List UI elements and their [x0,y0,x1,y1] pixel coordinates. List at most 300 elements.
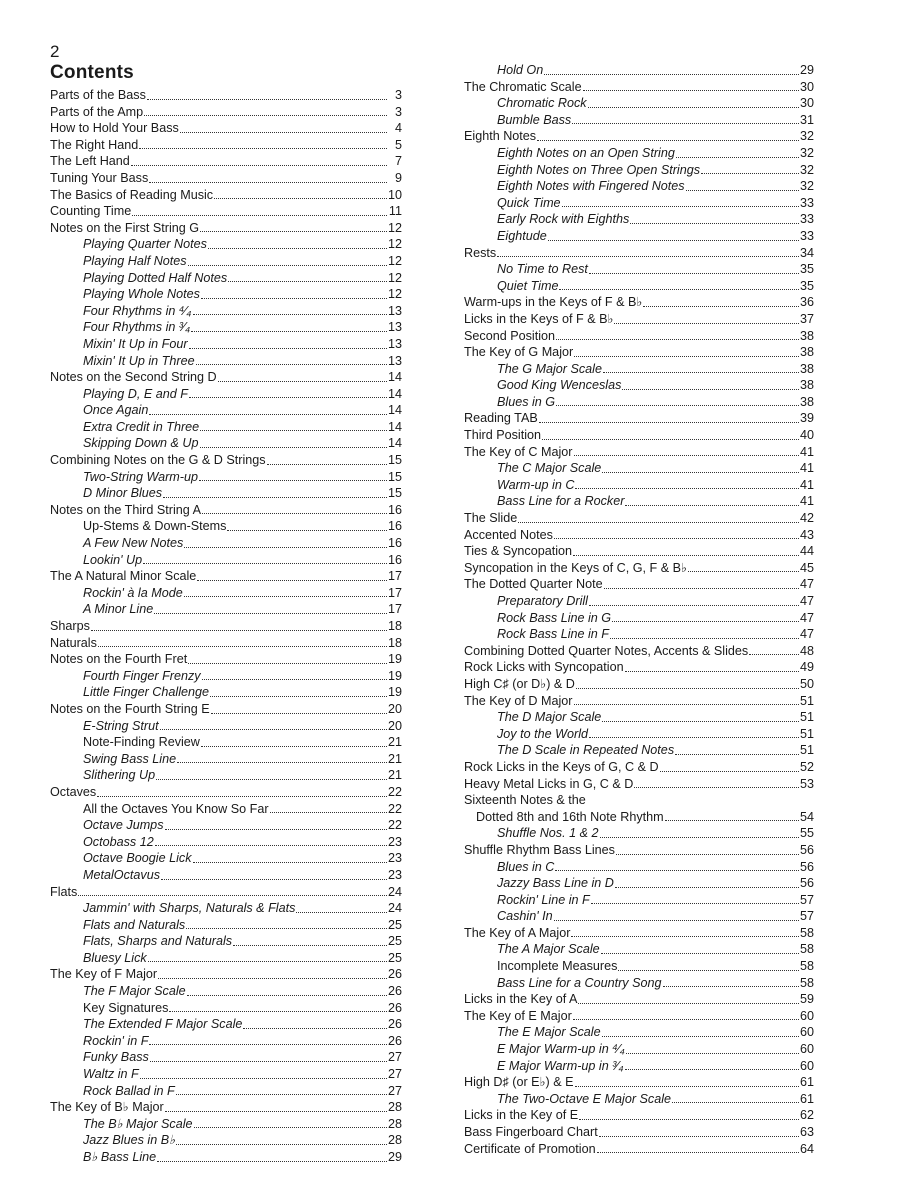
toc-entry [50,601,402,618]
toc-entry-title: Rock Bass Line in G [497,610,612,625]
toc-entry-page: 37 [799,311,814,326]
toc-entry [464,145,814,162]
toc-entry [464,394,814,411]
toc-entry-page: 27 [387,1067,402,1082]
toc-entry [50,1016,402,1033]
dot-leader [201,746,387,747]
dot-leader [574,356,799,357]
toc-entry-title: Blues in G [497,394,556,409]
dot-leader [589,737,799,738]
toc-entry-page: 34 [799,245,814,260]
toc-entry-title: MetalOctavus [83,867,160,882]
dot-leader [537,140,799,141]
toc-entry [464,62,814,79]
toc-entry [464,792,814,809]
dot-leader [604,588,799,589]
toc-entry [50,435,402,452]
toc-entry-page: 13 [387,303,402,318]
toc-entry [50,784,402,801]
toc-entry-page: 15 [387,486,402,501]
toc-entry-title: The Left Hand [50,154,130,169]
toc-entry-page: 30 [799,79,814,94]
toc-entry [464,195,814,212]
toc-entry-page: 44 [799,544,814,559]
toc-entry-page: 20 [387,701,402,716]
toc-entry-title: Certificate of Promotion [464,1141,596,1156]
toc-entry-page: 51 [799,710,814,725]
toc-entry-page: 12 [387,237,402,252]
toc-entry-page: 21 [387,751,402,766]
toc-entry-title: Rockin' Line in F [497,892,590,907]
toc-entry-title: Extra Credit in Three [83,419,200,434]
toc-entry [464,361,814,378]
dot-leader [149,414,387,415]
dot-leader [626,1053,799,1054]
dot-leader [575,488,799,489]
toc-entry-page: 57 [799,892,814,907]
toc-entry-title: Sixteenth Notes & the [464,793,586,808]
dot-leader [576,688,799,689]
toc-entry-title: Tuning Your Bass [50,170,149,185]
toc-entry-page: 58 [799,975,814,990]
toc-entry-title: The Right Hand [50,137,139,152]
toc-entry-page: 53 [799,776,814,791]
toc-entry [464,593,814,610]
toc-entry-page: 51 [799,743,814,758]
toc-entry-page: 38 [799,328,814,343]
toc-entry [464,1124,814,1141]
dot-leader [267,464,387,465]
toc-entry-title: Two-String Warm-up [83,469,198,484]
dot-leader [660,771,799,772]
toc-entry-title: Early Rock with Eighths [497,212,630,227]
toc-entry-page: 19 [387,668,402,683]
toc-entry-title: Sharps [50,619,90,633]
dot-leader [675,754,799,755]
toc-entry-page: 13 [387,336,402,351]
toc-entry-title: Warm-up in C [497,477,575,492]
toc-entry-title: The Key of G Major [464,345,574,360]
toc-entry-title: All the Octaves You Know So Far [83,801,269,816]
toc-entry-page: 15 [387,469,402,484]
toc-entry-page: 23 [387,867,402,882]
toc-entry-title: Rock Bass Line in F [497,627,609,642]
toc-entry-title: Eighth Notes with Fingered Notes [497,179,685,194]
toc-entry-page: 38 [799,394,814,409]
dot-leader [555,870,799,871]
toc-entry [464,991,814,1008]
toc-entry-title: Rock Licks in the Keys of G, C & D [464,759,659,774]
dot-leader [243,1028,387,1029]
dot-leader [603,372,799,373]
toc-entry-title: Funky Bass [83,1050,149,1065]
toc-entry-page: 56 [799,842,814,857]
toc-entry [50,618,402,635]
dot-leader [599,1136,799,1137]
toc-entry-title: Rockin' in F [83,1033,149,1048]
toc-entry-title: Incomplete Measures [497,959,618,974]
toc-entry-title: Notes on the Third String A [50,502,201,517]
toc-entry-page: 32 [799,162,814,177]
dot-leader [156,779,387,780]
toc-entry-title: Joy to the World [497,726,588,741]
toc-entry-title: Up-Stems & Down-Stems [83,519,227,534]
toc-entry-page: 22 [387,784,402,799]
toc-entry-title: Blues in C [497,859,555,874]
toc-entry [464,610,814,627]
toc-entry-title: Licks in the Key of A [464,992,578,1007]
toc-entry-page: 58 [799,959,814,974]
dot-leader [132,215,387,216]
toc-entry [50,751,402,768]
toc-entry [50,668,402,685]
toc-entry-title: Good King Wenceslas [497,378,622,393]
dot-leader [556,339,799,340]
toc-entry-page: 17 [387,602,402,617]
toc-entry-title: Rests [464,245,497,260]
toc-entry-title: Combining Notes on the G & D Strings [50,453,266,468]
toc-entry [50,452,402,469]
toc-entry-page: 43 [799,527,814,542]
dot-leader [556,405,799,406]
toc-entry-page: 33 [799,212,814,227]
toc-entry-title: Key Signatures [83,1000,169,1015]
dot-leader [672,1102,799,1103]
dot-leader [196,364,387,365]
toc-entry-title: The B♭ Major Scale [83,1116,193,1131]
toc-entry [50,386,402,403]
toc-entry-page: 14 [387,370,402,385]
toc-entry-title: E Major Warm-up in ⁴⁄₄ [497,1042,625,1057]
toc-entry-title: Octave Boogie Lick [83,851,192,866]
toc-entry-page: 24 [387,884,402,899]
toc-entry [464,941,814,958]
dot-leader [665,820,799,821]
toc-entry [50,900,402,917]
dot-leader [701,173,799,174]
toc-entry [464,726,814,743]
toc-entry [464,278,814,295]
dot-leader [548,240,799,241]
toc-entry [464,228,814,245]
toc-entry-title: Octave Jumps [83,818,164,833]
toc-entry-page: 62 [799,1108,814,1123]
toc-entry [464,908,814,925]
toc-entry-title: Mixin' It Up in Three [83,353,195,368]
toc-entry [464,211,814,228]
toc-entry [464,1008,814,1025]
toc-entry [50,319,402,336]
dot-leader [296,912,387,913]
toc-entry [50,270,402,287]
dot-leader [148,961,387,962]
toc-entry-title: The Key of C Major [464,444,573,459]
toc-entry [464,892,814,909]
toc-entry [464,162,814,179]
toc-entry-title: Playing Quarter Notes [83,237,207,252]
toc-entry [464,709,814,726]
toc-entry [50,701,402,718]
toc-entry-page: 12 [387,220,402,235]
toc-entry-title: The D Major Scale [497,710,602,725]
dot-leader [149,182,387,183]
dot-leader [518,522,799,523]
toc-entry-title: High D♯ (or E♭) & E [464,1075,574,1090]
toc-entry-page: 5 [394,137,402,152]
toc-entry-page: 60 [799,1042,814,1057]
toc-entry [50,933,402,950]
toc-entry-page: 50 [799,676,814,691]
dot-leader [686,190,799,191]
toc-entry-title: Little Finger Challenge [83,685,210,700]
toc-entry-page: 51 [799,693,814,708]
toc-entry-title: Eighth Notes on an Open String [497,145,675,160]
dot-leader [189,348,387,349]
toc-entry-title: The A Natural Minor Scale [50,569,197,584]
toc-entry-title: Reading TAB [464,411,538,426]
toc-entry-page: 22 [387,818,402,833]
toc-entry [50,303,402,320]
toc-entry [50,485,402,502]
toc-entry-title: Four Rhythms in ⁴⁄₄ [83,303,192,318]
dot-leader [200,231,387,232]
toc-entry-title: E-String Strut [83,718,159,733]
dot-leader [180,132,387,133]
toc-entry-page: 24 [387,901,402,916]
dot-leader [147,99,387,100]
toc-entry-title: Quiet Time [497,278,559,293]
toc-entry-page: 32 [799,179,814,194]
toc-entry-page: 47 [799,594,814,608]
toc-entry-title: Flats and Naturals [83,917,186,932]
toc-entry-title: Playing Whole Notes [83,287,200,302]
toc-entry-page: 60 [799,1025,814,1040]
toc-entry-title: B♭ Bass Line [83,1150,157,1164]
toc-entry-page: 58 [799,942,814,957]
toc-entry-page: 61 [799,1091,814,1106]
toc-entry [50,87,402,104]
toc-entry [464,1041,814,1058]
toc-entry-title: The Key of D Major [464,693,573,708]
toc-entry [464,344,814,361]
toc-entry-page: 32 [799,145,814,160]
toc-entry [50,983,402,1000]
toc-entry-title: Licks in the Key of E [464,1108,579,1123]
dot-leader [572,123,799,124]
toc-entry-title: The E Major Scale [497,1025,601,1040]
toc-entry-page: 38 [799,361,814,376]
dot-leader [193,862,387,863]
toc-entry [464,427,814,444]
toc-entry [50,286,402,303]
dot-leader [210,696,387,697]
toc-entry-title: Bumble Bass [497,112,572,127]
toc-entry-title: Rock Ballad in F [83,1083,175,1098]
dot-leader [228,281,387,282]
toc-entry-page: 64 [799,1141,814,1156]
toc-entry [50,353,402,370]
dot-leader [625,505,799,506]
toc-entry-page: 10 [387,187,402,202]
toc-entry-title: A Few New Notes [83,536,184,551]
toc-entry-page: 26 [387,1000,402,1015]
toc-entry-title: Swing Bass Line [83,751,177,766]
toc-entry-title: Hold On [497,63,544,77]
dot-leader [574,455,799,456]
toc-entry [464,261,814,278]
toc-entry-page: 15 [387,453,402,468]
toc-entry-title: Rock Licks with Syncopation [464,660,624,675]
toc-entry-title: Quick Time [497,195,561,210]
toc-entry [464,377,814,394]
toc-entry-title: A Minor Line [83,602,154,617]
toc-entry-page: 26 [387,984,402,999]
toc-entry-title: Playing D, E and F [83,386,188,401]
toc-entry [464,576,814,593]
dot-leader [176,1144,387,1145]
dot-leader [578,1003,799,1004]
dot-leader [749,654,799,655]
toc-entry [50,369,402,386]
dot-leader [583,90,799,91]
toc-entry-title: Bass Line for a Rocker [497,494,625,509]
dot-leader [131,165,387,166]
dot-leader [202,513,387,514]
dot-leader [544,74,799,75]
toc-entry [50,502,402,519]
dot-leader [618,970,799,971]
toc-entry-title: High C♯ (or D♭) & D [464,676,575,691]
toc-entry-page: 26 [387,967,402,982]
toc-entry-title: Four Rhythms in ³⁄₄ [83,320,191,335]
dot-leader [202,679,387,680]
toc-entry [464,95,814,112]
toc-entry [464,328,814,345]
toc-entry-page: 47 [799,577,814,592]
toc-entry-title: Ties & Syncopation [464,544,573,559]
dot-leader [139,148,387,149]
dot-leader [97,796,387,797]
dot-leader [187,995,387,996]
dot-leader [602,1036,799,1037]
toc-entry [50,651,402,668]
toc-entry-page: 33 [799,195,814,210]
dot-leader [601,953,799,954]
toc-entry [464,859,814,876]
dot-leader [602,472,799,473]
toc-entry-title: Jazzy Bass Line in D [497,876,614,891]
toc-entry-title: Slithering Up [83,768,156,783]
dot-leader [554,920,799,921]
dot-leader [200,447,387,448]
toc-entry-page: 25 [387,917,402,932]
toc-entry [50,1149,402,1166]
toc-entry-page: 27 [387,1083,402,1098]
dot-leader [165,829,387,830]
toc-entry-page: 48 [799,643,814,658]
toc-entry-title: Bluesy Lick [83,950,147,965]
toc-entry-title: The Basics of Reading Music [50,187,214,202]
toc-entry-title: Notes on the Second String D [50,370,217,385]
toc-entry [464,659,814,676]
dot-leader [186,928,387,929]
toc-entry-page: 23 [387,851,402,866]
toc-entry-page: 28 [387,1100,402,1115]
dot-leader [542,439,799,440]
dot-leader [150,1061,387,1062]
dot-leader [154,613,387,614]
toc-entry [464,809,814,826]
toc-entry [464,444,814,461]
toc-entry [50,966,402,983]
toc-entry-page: 33 [799,228,814,243]
dot-leader [591,903,799,904]
toc-entry-page: 36 [799,295,814,310]
toc-entry [50,1116,402,1133]
toc-entry [50,336,402,353]
toc-entry-title: The G Major Scale [497,361,602,376]
toc-entry [50,469,402,486]
page-title: Contents [50,62,134,83]
toc-entry-title: D Minor Blues [83,486,163,501]
dot-leader [199,480,387,481]
dot-leader [579,1119,799,1120]
toc-entry-page: 27 [387,1050,402,1065]
toc-entry-title: Playing Half Notes [83,253,187,268]
toc-entry-page: 38 [799,345,814,360]
toc-entry [50,718,402,735]
toc-entry-title: Combining Dotted Quarter Notes, Accents & Slides [464,643,749,658]
toc-entry [464,825,814,842]
toc-entry-page: 12 [387,287,402,302]
toc-entry-title: The Extended F Major Scale [83,1017,243,1032]
dot-leader [622,389,799,390]
toc-entry-page: 17 [387,569,402,584]
toc-entry-page: 21 [387,735,402,750]
toc-entry-page: 18 [387,619,402,633]
toc-entry [464,676,814,693]
toc-entry-title: Accented Notes [464,527,553,542]
toc-entry-title: Third Position [464,428,541,443]
toc-entry [50,850,402,867]
dot-leader [634,787,799,788]
toc-entry [464,410,814,427]
toc-entry-page: 12 [387,270,402,285]
toc-entry-page: 16 [387,519,402,534]
dot-leader [625,671,799,672]
dot-leader [676,157,799,158]
dot-leader [157,1161,387,1162]
dot-leader [140,1078,387,1079]
toc-entry-page: 26 [387,1033,402,1048]
toc-entry-page: 19 [387,652,402,667]
toc-entry-title: Shuffle Rhythm Bass Lines [464,842,615,857]
toc-entry [50,1083,402,1100]
toc-entry-page: 18 [387,635,402,650]
toc-entry-page: 28 [387,1133,402,1148]
toc-entry-page: 52 [799,759,814,774]
toc-entry-title: Playing Dotted Half Notes [83,270,228,285]
dot-leader [194,1127,387,1128]
toc-right-column [464,62,814,1157]
toc-entry-title: Naturals [50,635,97,650]
dot-leader [197,580,387,581]
toc-entry-page: 11 [388,204,402,219]
toc-entry-title: Eightude [497,228,547,243]
toc-entry-title: Eighth Notes on Three Open Strings [497,162,701,177]
toc-entry [50,419,402,436]
toc-entry [50,1049,402,1066]
